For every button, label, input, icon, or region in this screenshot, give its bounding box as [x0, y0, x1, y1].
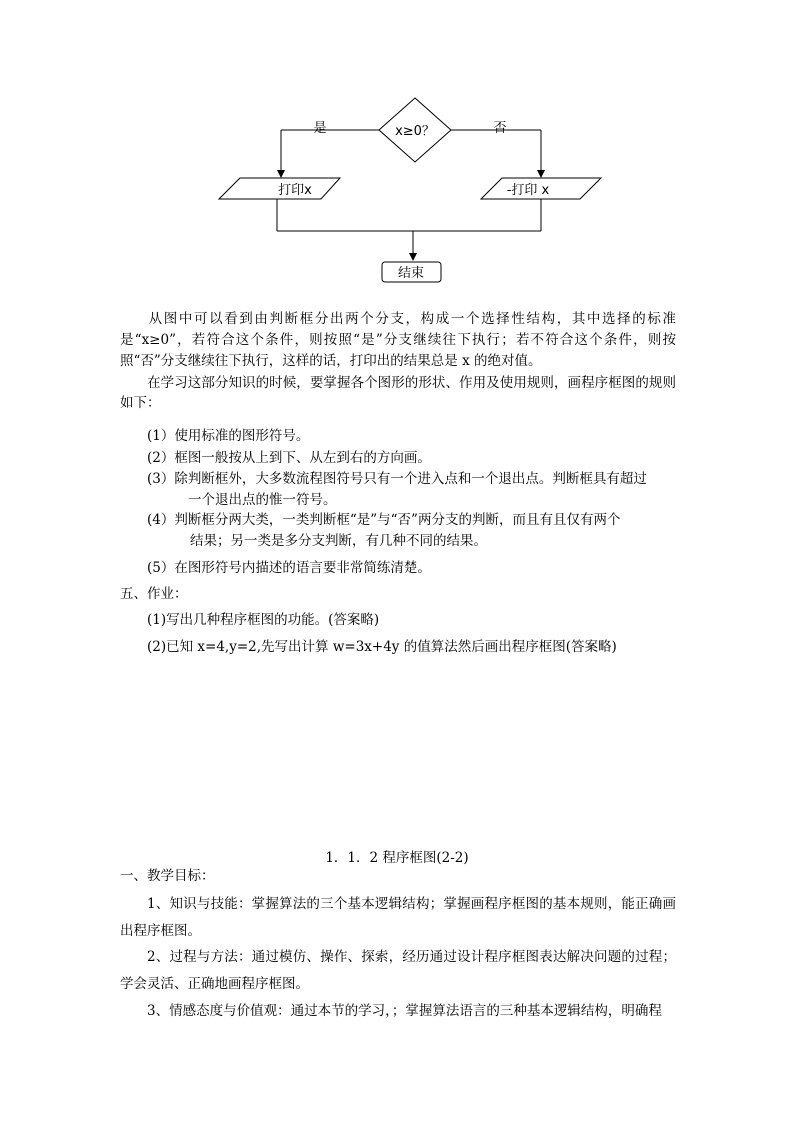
homework-item-2: (2)已知 x=4,y=2,先写出计算 w=3x+4y 的值算法然后画出程序框图(答案略) — [147, 639, 617, 655]
decision-label: x≥0？ — [395, 124, 435, 139]
homework-item-1: (1)写出几种程序框图的功能。(答案略) — [147, 612, 380, 628]
yes-arrowhead — [277, 170, 285, 178]
right-output-label: -打印 x — [506, 183, 550, 198]
no-label: 否 — [493, 121, 507, 136]
paragraph-rules-intro — [120, 373, 676, 413]
explanation-text: 从图中可以看到由判断框分出两个分支，构成一个选择性结构，其中选择的标准是“x≥0”，若符合这个条件，则按照“是”分支继续往下执行；若不符合这个条件，则按照“否”分支继续往下执行，这样的话，打印出的结果总是 x 的绝对值。 — [120, 311, 676, 369]
goal-1-text: 1、知识与技能：掌握算法的三个基本逻辑结构；掌握画程序框图的基本规则，能正确画出程序框图。 — [120, 896, 676, 939]
end-label: 结束 — [397, 266, 425, 281]
rule-item-4-cont: 结果；另一类是多分支判断，有几种不同的结果。 — [190, 533, 487, 549]
left-output-label: 打印x — [278, 183, 312, 198]
section-title: 1．1．2 程序框图(2-2) — [325, 850, 469, 866]
goal-3-text: 3、情感态度与价值观：通过本节的学习，；掌握算法语言的三种基本逻辑结构，明确程 — [147, 1003, 662, 1019]
goal-3 — [120, 998, 676, 1025]
section-heading: 一、教学目标： — [120, 868, 215, 884]
rule-item-4: (4）判断框分两大类，一类判断框“是”与“否”两分支的判断，而且有且仅有两个 — [147, 512, 621, 528]
flowchart — [0, 0, 794, 300]
rule-item-1: (1）使用标准的图形符号。 — [147, 428, 310, 444]
rule-item-3: (3）除判断框外，大多数流程图符号只有一个进入点和一个退出点。判断框具有超过 — [147, 471, 647, 487]
goal-2-text: 2、过程与方法：通过模仿、操作、探索，经历通过设计程序框图表达解决问题的过程；学会灵活、正确地画程序框图。 — [120, 949, 676, 992]
rules-intro-text: 在学习这部分知识的时候，要掌握各个图形的形状、作用及使用规则，画程序框图的规则如下： — [120, 375, 676, 411]
rule-item-2: (2）框图一般按从上到下、从左到右的方向画。 — [147, 450, 431, 466]
homework-heading: 五、作业： — [120, 586, 188, 602]
goal-2 — [120, 944, 676, 998]
yes-label: 是 — [313, 121, 327, 136]
paragraph-explanation — [120, 309, 676, 372]
no-arrowhead — [537, 170, 545, 178]
end-arrowhead — [409, 253, 417, 261]
goal-1 — [120, 891, 676, 945]
rule-item-5: (5）在图形符号内描述的语言要非常简练清楚。 — [147, 560, 431, 576]
rule-item-3-cont: 一个退出点的惟一符号。 — [188, 492, 337, 508]
